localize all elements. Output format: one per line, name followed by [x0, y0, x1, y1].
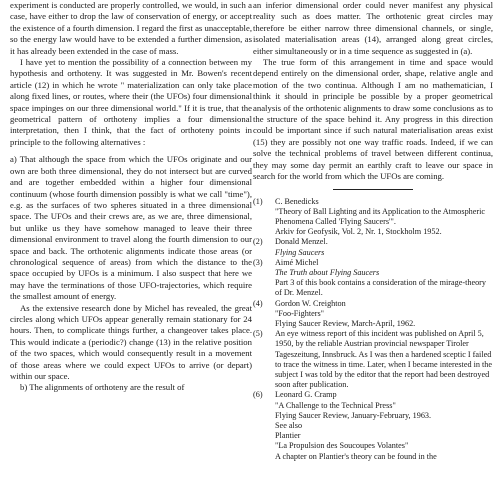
reference-line: Aimé Michel [275, 257, 319, 267]
paragraph-alternative-a: a) That although the space from which the UFOs originate and our own are both three dimensional, they do not intersect but are curved and are together embedded within a higher four dimensional continuum (whose fourth dimension possibly is what we call "time"), e.g. as the surfaces of two spheres situated in a three dimensional space. The UFOs and their crews are, as we are, three dimensional, but unlike us they have somehow managed to leave their three dimensional environment to travel along the fourth dimension to our space and back. The orthotenic alignments indicate those areas (or chronological sequence of areas) from which the distance to the space occupied by UFOs is a minimum. I also suspect that here we may have the terminations of those UFO-trajectories, which require the smallest amount of energy. [10, 154, 252, 302]
reference-line: C. Benedicks [275, 196, 319, 206]
reference-line: Flying Saucer Review, March-April, 1962. [275, 318, 416, 328]
paragraph-conservation-energy: experiment is conducted are properly controlled, we would, in such a case, have either to drop the law of conservation of energy, or accept the existence of a fourth dimension. I regard the first as unacceptable, so the energy law would have to be extended a further dimension, as it has already been extended in the case of mass. [10, 0, 252, 56]
reference-line: Part 3 of this book contains a consideration of the mirage-theory of Dr. Menzel. [275, 278, 487, 298]
reference-body [275, 197, 493, 238]
reference-line: "La Propulsion des Soucoupes Volantes" [275, 441, 409, 451]
section-divider [333, 189, 413, 190]
reference-body [275, 329, 493, 390]
reference-item [253, 329, 493, 390]
paragraph-orthoteny-connection: I have yet to mention the possibility of a connection between my hypothesis and orthoteny. It was suggested in Mr. Bowen's recent article (12) in which he wrote " materialization can only take place along fixed lines, or routes, where their (the UFOs) four dimensional space impinges on our three dimensional world." If it is true, that the geometrical pattern of orthoteny implies a four dimensional interpretation, then I think, that the fact of orthoteny points in principle to the following alternatives : [10, 57, 252, 147]
reference-item [253, 197, 493, 238]
right-column [253, 0, 493, 500]
reference-line: An eye witness report of this incident was published on April 5, 1950, by the reliable Austrian provincial newspaper Tiroler Tageszeitung, Innsbruck. As I was then a hardened sceptic I failed to trace the witness in time. Later, when I became interested in the subject I was told by the editor that the report had been destroyed soon after publication. [275, 329, 493, 390]
reference-number: (4) [253, 298, 263, 308]
reference-line: Leonard G. Cramp [275, 390, 337, 400]
reference-line: A chapter on Plantier's theory can be found in the [275, 451, 437, 461]
reference-number: (5) [253, 329, 263, 339]
reference-item [253, 390, 493, 461]
reference-line: Arkiv for Geofysik, Vol. 2, Nr. 1, Stockholm 1952. [275, 227, 442, 237]
paragraph-michel-research: As the extensive research done by Michel has revealed, the great circles along which UFOs appear generally remain stationary for 24 hours. Then, to complicate things further, a changeover takes place. This would indicate a (periodic?) change (13) in the relative position of the two spaces, which would consequently result in a movement of those areas where we could expect UFOs to arrive (or depart) within our space. [10, 302, 252, 381]
reference-number: (2) [253, 237, 263, 247]
reference-line: Gordon W. Creighton [275, 298, 346, 308]
reference-number: (1) [253, 196, 263, 206]
reference-body [275, 237, 493, 257]
reference-number: (3) [253, 257, 263, 267]
paragraph-true-form: The true form of this arrangement in time and space would depend entirely on the dimensional order, shape, relative angle and motion of the two continua. Although I am no mathematician, I think it should in principle be possible by a proper geometrical analysis of the orthotenic alignments to draw some conclusions as to the structure of the space behind it. Any progress in this direction could be important since if such natural materialisation areas exist (15) they are possibly not one way traffic roads. Indeed, if we can solve the technical problems of travel between different continua, they may some day permit an earthly craft to leave our space in search for the world from which the UFOs are coming. [253, 57, 493, 182]
reference-item [253, 299, 493, 330]
reference-line: The Truth about Flying Saucers [275, 267, 380, 277]
reference-line: "A Challenge to the Technical Press" [275, 400, 396, 410]
reference-number: (6) [253, 390, 263, 400]
reference-line: "Theory of Ball Lighting and its Application to the Atmospheric Phenomena Called 'Flying Saucers'". [275, 206, 486, 226]
reference-body [275, 390, 493, 461]
reference-item [253, 258, 493, 299]
reference-line: "Foo-Fighters" [275, 308, 324, 318]
reference-item [253, 237, 493, 257]
paragraph-alternative-b: b) The alignments of orthoteny are the result of [20, 382, 185, 393]
references-list [253, 197, 493, 462]
paragraph-inferior-dimension: an inferior dimensional order could never manifest any physical reality such as does matter. The orthotenic great circles may therefore be either narrow three dimensional channels, or single, isolated materialisation areas (14), arranged along great circles, either simultaneously or in a time sequence as suggested in (a). [253, 0, 493, 56]
reference-line: Flying Saucers [275, 247, 325, 257]
reference-line: Plantier [275, 431, 301, 441]
reference-body [275, 299, 493, 330]
left-column [10, 0, 252, 500]
reference-body [275, 258, 493, 299]
reference-line: Donald Menzel. [275, 237, 328, 247]
reference-line: Flying Saucer Review, January-February, 1963. [275, 410, 432, 420]
reference-line: See also [275, 420, 303, 430]
